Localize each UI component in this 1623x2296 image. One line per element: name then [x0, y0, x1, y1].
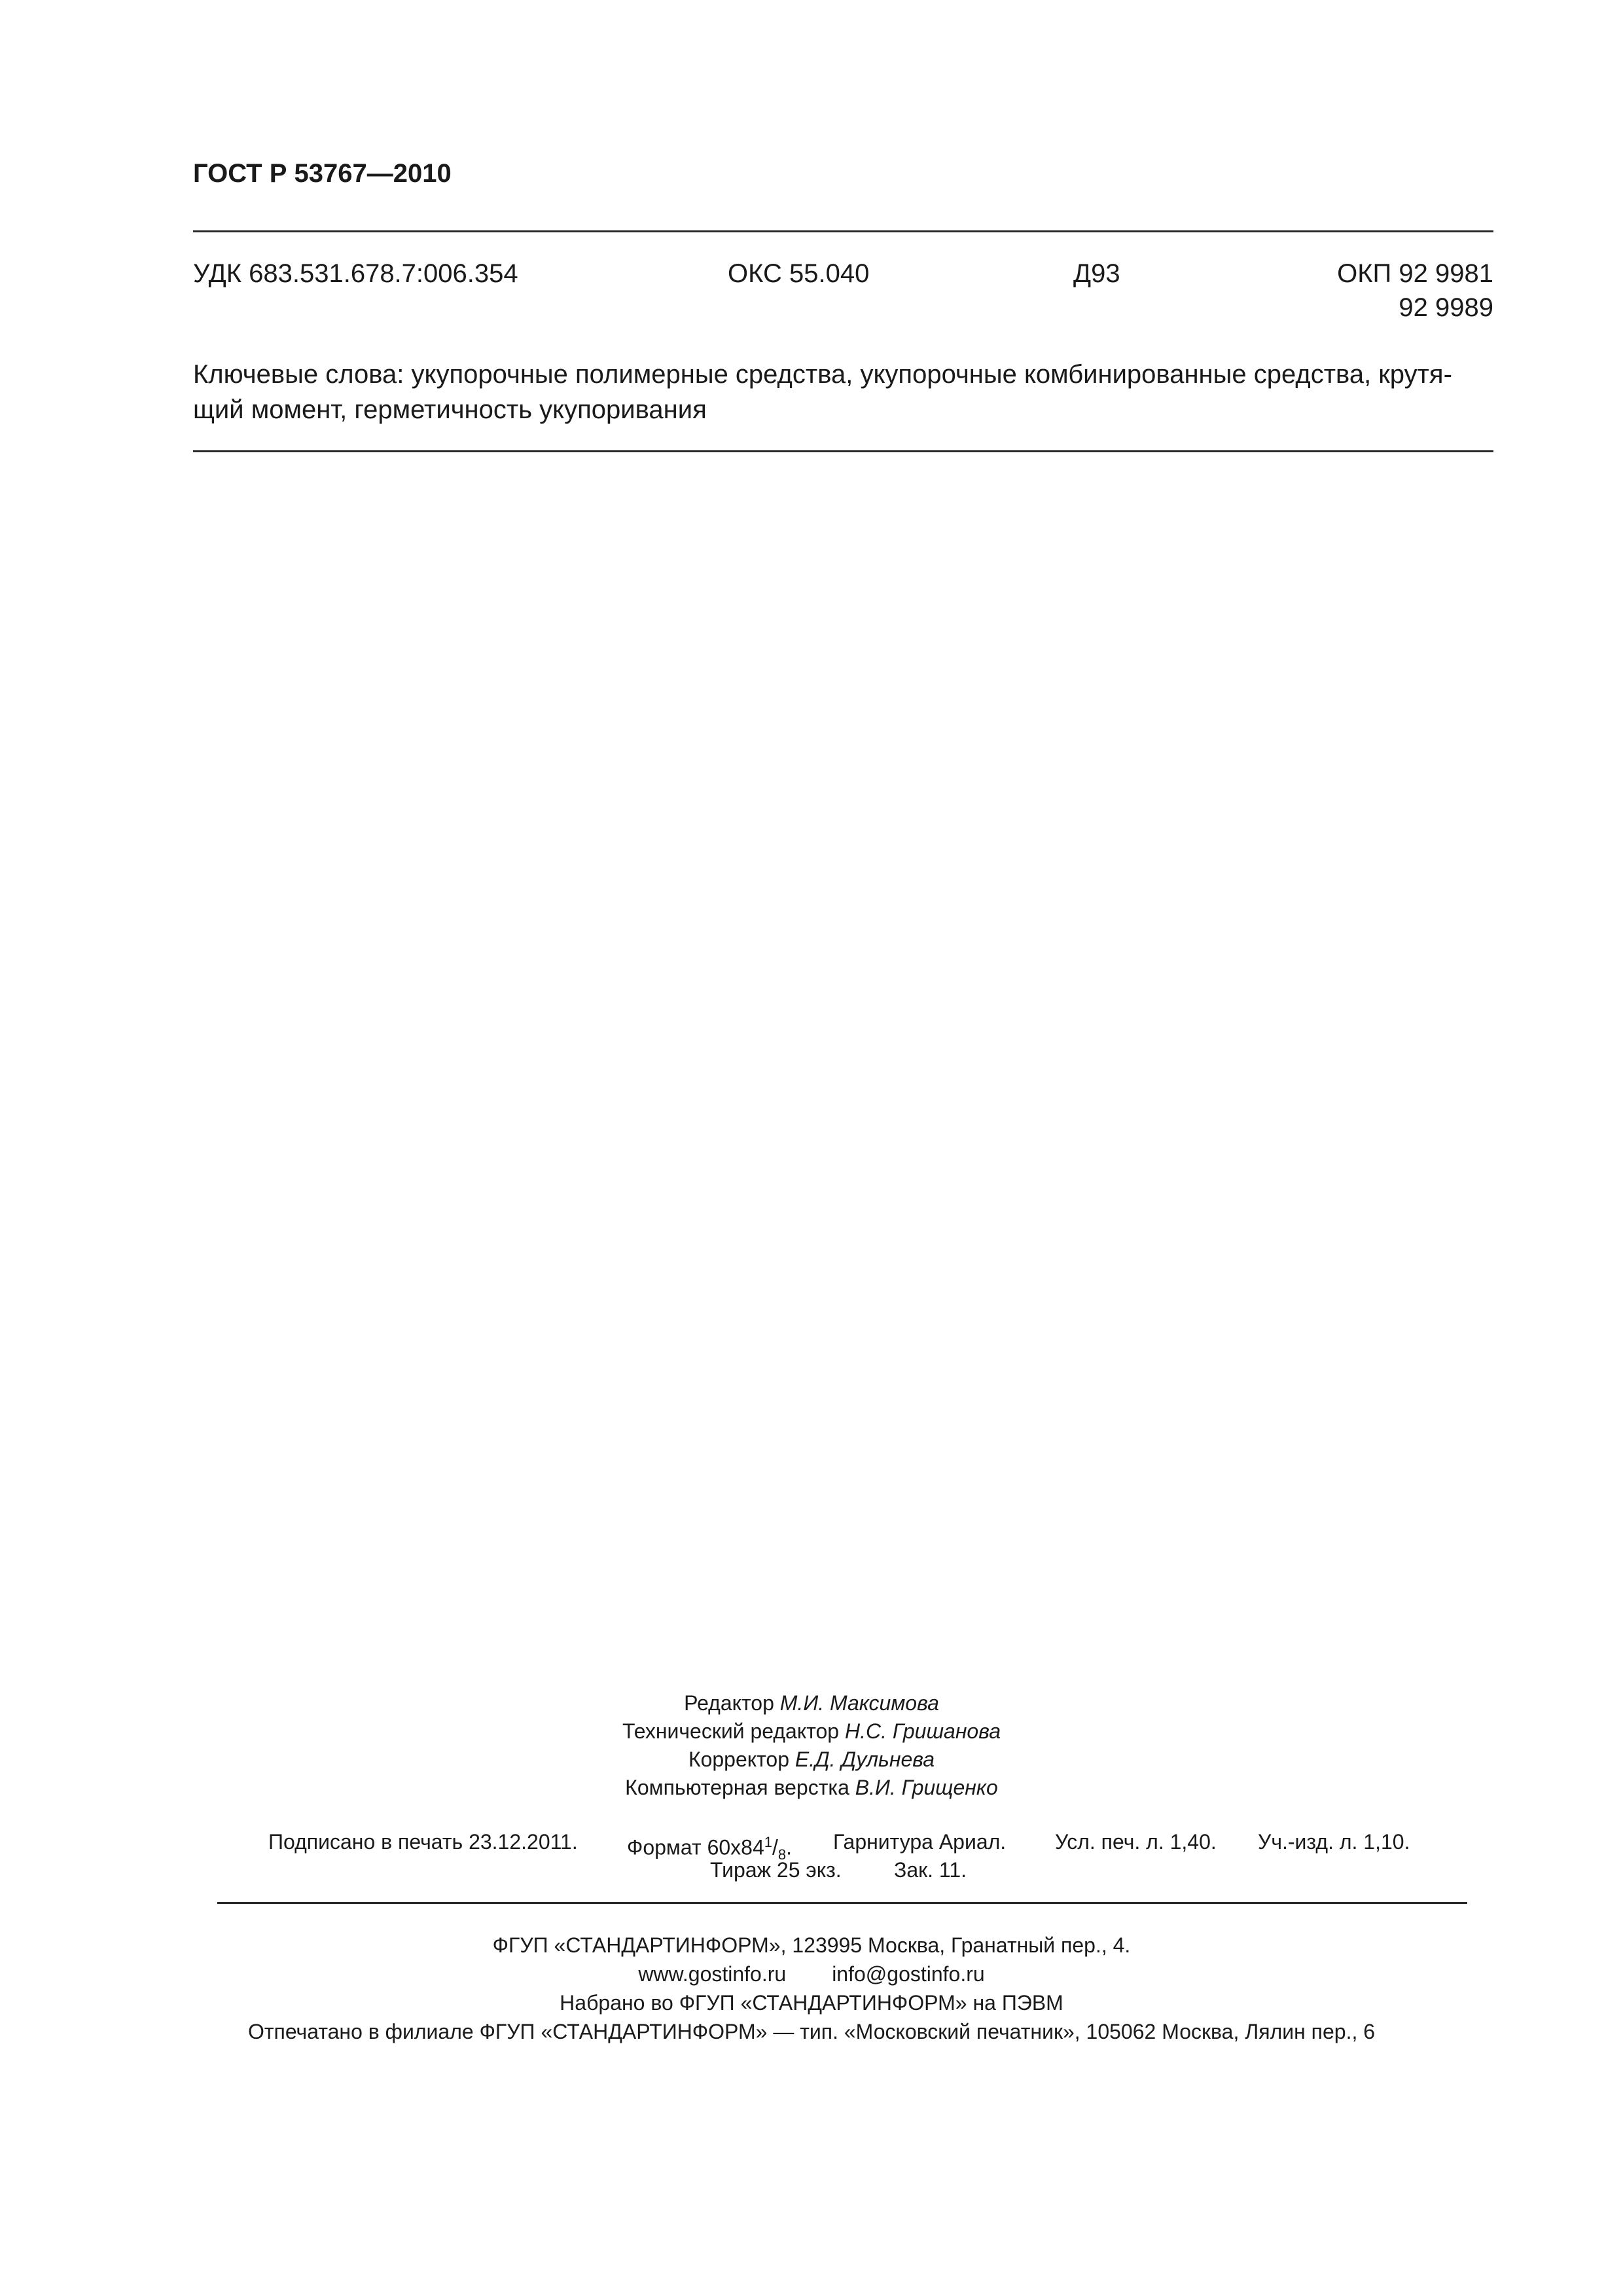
editor-credit	[0, 1689, 1623, 1717]
publisher-website: www.gostinfo.ru	[638, 1962, 787, 1986]
typeset-info: Набрано во ФГУП «СТАНДАРТИНФОРМ» на ПЭВМ	[560, 1991, 1063, 2015]
okp-code-2: 92 9989	[1399, 293, 1493, 322]
publisher-contacts	[0, 1960, 1623, 1988]
keywords-line-2: щий момент, герметичность укупоривания	[193, 395, 707, 424]
format-suffix: .	[786, 1835, 793, 1859]
print-format: Формат $60x84^1/_8$.	[627, 1834, 793, 1863]
publisher-address: ФГУП «СТАНДАРТИНФОРМ», 123995 Москва, Гранатный пер., 4.	[492, 1933, 1131, 1957]
print-run: Тираж 25 экз.	[710, 1858, 842, 1882]
tech-editor-label: Технический редактор	[622, 1719, 840, 1743]
format-numerator: 1	[764, 1834, 772, 1850]
corrector-name: Е.Д. Дульнева	[794, 1748, 935, 1771]
corrector-credit	[0, 1746, 1623, 1774]
keywords-divider	[193, 450, 1493, 452]
tech-editor-name: Н.С. Гришанова	[844, 1719, 1001, 1743]
printed-info: Отпечатано в филиале ФГУП «СТАНДАРТИНФОРМ» — тип. «Московский печатник», 105062 Москва, Лялин пер., 6	[247, 2020, 1376, 2043]
top-divider	[193, 230, 1493, 232]
oks-code: ОКС 55.040	[728, 259, 870, 288]
layout-name: В.И. Грищенко	[855, 1776, 998, 1799]
print-sheets: Усл. печ. л. 1,40.	[1055, 1830, 1217, 1854]
format-prefix: Формат 60x84	[627, 1835, 764, 1859]
keywords-line-1: Ключевые слова: укупорочные полимерные средства, укупорочные комбинированные средства, крутя-	[193, 360, 1452, 389]
layout-label: Компьютерная верстка	[625, 1776, 849, 1799]
publisher-email: info@gostinfo.ru	[832, 1962, 985, 1986]
okp-code-1: ОКП 92 9981	[1337, 259, 1493, 288]
group-code: Д93	[1073, 259, 1120, 288]
keywords-block	[193, 357, 1502, 427]
typeface: Гарнитура Ариал.	[833, 1830, 1007, 1854]
document-code: ГОСТ Р 53767—2010	[193, 159, 452, 188]
publishing-sheets: Уч.-изд. л. 1,10.	[1258, 1830, 1410, 1854]
order-number: Зак. 11.	[894, 1858, 967, 1882]
format-denominator: 8	[777, 1846, 787, 1863]
corrector-label: Корректор	[688, 1748, 790, 1771]
publisher-block	[0, 1931, 1623, 2046]
tech-editor-credit	[0, 1717, 1623, 1746]
layout-credit	[0, 1774, 1623, 1802]
signed-date: Подписано в печать 23.12.2011.	[268, 1830, 578, 1854]
credits-block	[0, 1689, 1623, 1802]
editor-label: Редактор	[684, 1691, 774, 1715]
footer-divider	[217, 1902, 1467, 1904]
editor-name: М.И. Максимова	[779, 1691, 939, 1715]
udk-code: УДК 683.531.678.7:006.354	[193, 259, 518, 288]
